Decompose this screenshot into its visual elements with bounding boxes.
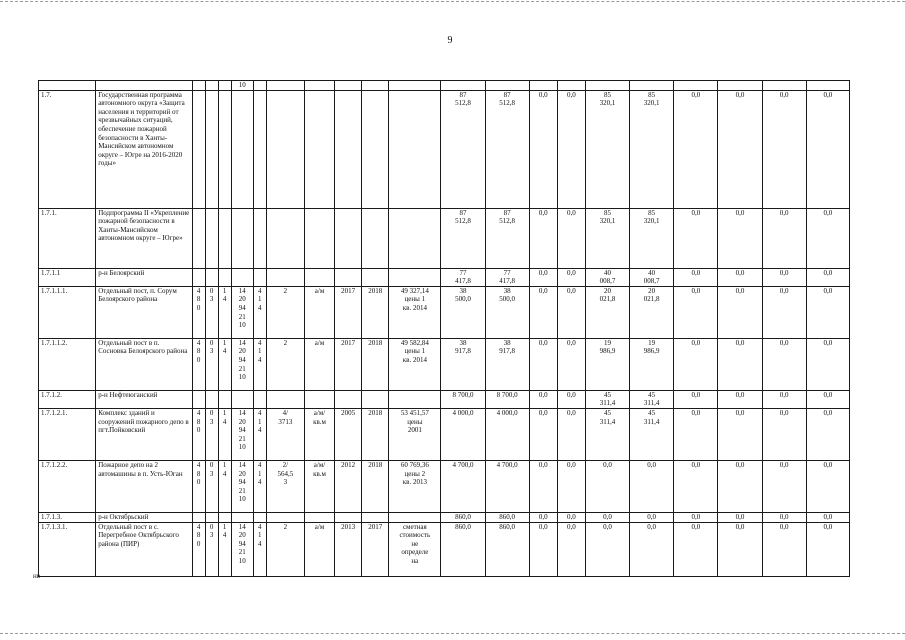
estimated-cost-cell: 49 582,84 цены 1 кв. 2014 xyxy=(389,338,441,390)
code-cell-3: 1 4 xyxy=(218,408,231,460)
capacity-cell: 2 xyxy=(266,286,304,338)
value-cell-3: 0,0 xyxy=(529,286,557,338)
value-cell-10: 0,0 xyxy=(806,460,849,512)
value-cell-7: 0,0 xyxy=(674,90,718,208)
value-cell-2: 860,0 xyxy=(485,522,529,576)
code-cell-2: 0 3 xyxy=(205,286,218,338)
value-cell-7: 0,0 xyxy=(674,208,718,268)
value-cell-5: 40 008,7 xyxy=(585,268,629,286)
capacity-cell: 2 xyxy=(266,338,304,390)
value-cell-9: 0,0 xyxy=(762,90,806,208)
value-cell-1: 860,0 xyxy=(441,522,485,576)
value-cell-7: 0,0 xyxy=(674,338,718,390)
code-cell-5 xyxy=(253,90,266,208)
value-cell-1: 4 700,0 xyxy=(441,460,485,512)
table-row xyxy=(39,460,850,512)
code-cell-2: 0 3 xyxy=(205,460,218,512)
start-year-cell: 2017 xyxy=(335,286,362,338)
estimated-cost-cell xyxy=(389,208,441,268)
estimated-cost-cell xyxy=(389,90,441,208)
value-cell-2: 4 000,0 xyxy=(485,408,529,460)
value-cell-5: 20 021,8 xyxy=(585,286,629,338)
code-cell-3: 1 4 xyxy=(218,286,231,338)
row-number: 1.7.1.1.2. xyxy=(39,338,96,390)
value-cell-1: 8 700,0 xyxy=(441,390,485,408)
start-year-cell xyxy=(335,512,362,522)
table-row xyxy=(39,90,850,208)
scan-bottom-edge xyxy=(0,633,905,634)
value-cell-4: 0,0 xyxy=(557,408,585,460)
row-number: 1.7.1. xyxy=(39,208,96,268)
value-cell-5: 0,0 xyxy=(585,512,629,522)
value-cell-3: 0,0 xyxy=(529,408,557,460)
value-cell-1: 87 512,8 xyxy=(441,208,485,268)
end-year-cell: 2018 xyxy=(362,338,389,390)
object-name: Подпрограмма II «Укрепление пожарной безопасности в Ханты-Мансийском автономном округе – Югре» xyxy=(96,208,192,268)
value-cell-6: 45 311,4 xyxy=(630,390,674,408)
value-cell-4: 0,0 xyxy=(557,512,585,522)
value-cell-4: 0,0 xyxy=(557,90,585,208)
table-row xyxy=(39,208,850,268)
code-cell-1: 4 8 0 xyxy=(192,522,205,576)
value-cell-6: 0,0 xyxy=(630,512,674,522)
row-number: 1.7.1.2. xyxy=(39,390,96,408)
row-number: 1.7. xyxy=(39,90,96,208)
code-cell-1 xyxy=(192,268,205,286)
end-year-cell xyxy=(362,390,389,408)
code-cell-3 xyxy=(218,90,231,208)
capacity-cell xyxy=(266,90,304,208)
object-name: р-н Нефтеюганский xyxy=(96,390,192,408)
row-number: 1.7.1.2.2. xyxy=(39,460,96,512)
capacity-cell: 2/ 564,5 3 xyxy=(266,460,304,512)
value-cell-5: 45 311,4 xyxy=(585,390,629,408)
row-number: 1.7.1.3.1. xyxy=(39,522,96,576)
value-cell-3: 0,0 xyxy=(529,268,557,286)
estimated-cost-cell: 60 769,36 цены 2 кв. 2013 xyxy=(389,460,441,512)
code-cell-2 xyxy=(205,512,218,522)
code-cell-5 xyxy=(253,390,266,408)
value-cell-6: 19 986,9 xyxy=(630,338,674,390)
code-cell-1: 4 8 0 xyxy=(192,408,205,460)
value-cell-6: 45 311,4 xyxy=(630,408,674,460)
value-cell-6: 0,0 xyxy=(630,460,674,512)
value-cell-2: 4 700,0 xyxy=(485,460,529,512)
value-cell-1: 87 512,8 xyxy=(441,90,485,208)
value-cell-4: 0,0 xyxy=(557,286,585,338)
unit-cell: а/м/ кв.м xyxy=(304,460,334,512)
code-cell-4 xyxy=(231,208,253,268)
end-year-cell xyxy=(362,268,389,286)
value-cell-8: 0,0 xyxy=(718,268,762,286)
capacity-cell: 4/ 3713 xyxy=(266,408,304,460)
value-cell-10: 0,0 xyxy=(806,512,849,522)
code-cell-4: 14 20 94 21 10 xyxy=(231,522,253,576)
code-cell-3 xyxy=(218,208,231,268)
table-row xyxy=(39,512,850,522)
value-cell-9: 0,0 xyxy=(762,208,806,268)
code-cell-4: 14 20 94 21 10 xyxy=(231,286,253,338)
end-year-cell xyxy=(362,512,389,522)
value-cell-4: 0,0 xyxy=(557,390,585,408)
footer-mark: нв xyxy=(33,572,41,580)
table-row xyxy=(39,338,850,390)
code-cell-1 xyxy=(192,208,205,268)
value-cell-8: 0,0 xyxy=(718,286,762,338)
value-cell-10: 0,0 xyxy=(806,390,849,408)
value-cell-2: 8 700,0 xyxy=(485,390,529,408)
value-cell-6: 40 008,7 xyxy=(630,268,674,286)
value-cell-10: 0,0 xyxy=(806,208,849,268)
end-year-cell xyxy=(362,208,389,268)
code-cell-5 xyxy=(253,512,266,522)
value-cell-3: 0,0 xyxy=(529,90,557,208)
value-cell-9: 0,0 xyxy=(762,408,806,460)
unit-cell xyxy=(304,268,334,286)
code-cell-2 xyxy=(205,208,218,268)
value-cell-1: 38 917,8 xyxy=(441,338,485,390)
value-cell-10: 0,0 xyxy=(806,268,849,286)
value-cell-8: 0,0 xyxy=(718,408,762,460)
code-cell-1 xyxy=(192,512,205,522)
value-cell-5: 45 311,4 xyxy=(585,408,629,460)
value-cell-7: 0,0 xyxy=(674,460,718,512)
code-cell-5 xyxy=(253,208,266,268)
value-cell-7: 0,0 xyxy=(674,390,718,408)
header-strip-row xyxy=(39,81,850,91)
value-cell-7: 0,0 xyxy=(674,268,718,286)
unit-cell xyxy=(304,512,334,522)
code-cell-2: 0 3 xyxy=(205,522,218,576)
start-year-cell: 2013 xyxy=(335,522,362,576)
unit-cell xyxy=(304,90,334,208)
value-cell-10: 0,0 xyxy=(806,338,849,390)
value-cell-8: 0,0 xyxy=(718,522,762,576)
value-cell-1: 77 417,8 xyxy=(441,268,485,286)
end-year-cell xyxy=(362,90,389,208)
code-cell-3: 1 4 xyxy=(218,338,231,390)
value-cell-6: 85 320,1 xyxy=(630,90,674,208)
code-cell-1 xyxy=(192,390,205,408)
end-year-cell: 2018 xyxy=(362,408,389,460)
code-cell-4 xyxy=(231,268,253,286)
object-name: Государственная программа автономного округа «Защита населения и территорий от чрезвычайных ситуаций, обеспечение пожарной безопасности в Ханты-Мансийском автономном округе – Югре на 2016-2020 годы» xyxy=(96,90,192,208)
code-cell-1: 4 8 0 xyxy=(192,286,205,338)
value-cell-8: 0,0 xyxy=(718,338,762,390)
value-cell-1: 38 500,0 xyxy=(441,286,485,338)
value-cell-3: 0,0 xyxy=(529,390,557,408)
end-year-cell: 2018 xyxy=(362,286,389,338)
unit-cell: а/м xyxy=(304,522,334,576)
value-cell-5: 85 320,1 xyxy=(585,90,629,208)
estimated-cost-cell: сметная стоимость не определе на xyxy=(389,522,441,576)
code-cell-4: 14 20 94 21 10 xyxy=(231,460,253,512)
value-cell-4: 0,0 xyxy=(557,522,585,576)
value-cell-4: 0,0 xyxy=(557,338,585,390)
value-cell-4: 0,0 xyxy=(557,268,585,286)
row-number: 1.7.1.1.1. xyxy=(39,286,96,338)
value-cell-3: 0,0 xyxy=(529,512,557,522)
unit-cell: а/м xyxy=(304,286,334,338)
code-cell-5: 4 1 4 xyxy=(253,338,266,390)
object-name: р-н Октябрьский xyxy=(96,512,192,522)
code-cell-3 xyxy=(218,512,231,522)
value-cell-9: 0,0 xyxy=(762,390,806,408)
code-cell-5: 4 1 4 xyxy=(253,286,266,338)
value-cell-1: 4 000,0 xyxy=(441,408,485,460)
object-name: Отдельный пост, п. Сорум Белоярского района xyxy=(96,286,192,338)
row-number: 1.7.1.3. xyxy=(39,512,96,522)
code-cell-2 xyxy=(205,390,218,408)
code-cell-4: 14 20 94 21 10 xyxy=(231,338,253,390)
object-name: Пожарное депо на 2 автомашины в п. Усть-Юган xyxy=(96,460,192,512)
value-cell-5: 0,0 xyxy=(585,460,629,512)
capacity-cell xyxy=(266,208,304,268)
value-cell-8: 0,0 xyxy=(718,460,762,512)
estimated-cost-cell: 49 327,14 цены 1 кв. 2014 xyxy=(389,286,441,338)
code-cell-5: 4 1 4 xyxy=(253,408,266,460)
value-cell-6: 85 320,1 xyxy=(630,208,674,268)
value-cell-9: 0,0 xyxy=(762,512,806,522)
unit-cell xyxy=(304,208,334,268)
code-cell-5 xyxy=(253,268,266,286)
code-cell-3 xyxy=(218,268,231,286)
unit-cell: а/м xyxy=(304,338,334,390)
unit-cell xyxy=(304,390,334,408)
end-year-cell: 2018 xyxy=(362,460,389,512)
value-cell-5: 0,0 xyxy=(585,522,629,576)
table-row xyxy=(39,286,850,338)
code-cell-1: 4 8 0 xyxy=(192,460,205,512)
value-cell-3: 0,0 xyxy=(529,522,557,576)
code-cell-5: 4 1 4 xyxy=(253,460,266,512)
code-cell-2 xyxy=(205,268,218,286)
value-cell-3: 0,0 xyxy=(529,208,557,268)
value-cell-4: 0,0 xyxy=(557,460,585,512)
table-row xyxy=(39,408,850,460)
value-cell-7: 0,0 xyxy=(674,522,718,576)
start-year-cell xyxy=(335,390,362,408)
capacity-cell xyxy=(266,268,304,286)
value-cell-3: 0,0 xyxy=(529,338,557,390)
value-cell-9: 0,0 xyxy=(762,522,806,576)
value-cell-3: 0,0 xyxy=(529,460,557,512)
code-cell-4: 14 20 94 21 10 xyxy=(231,408,253,460)
header-strip-cell: 10 xyxy=(231,81,253,91)
object-name: р-н Белоярский xyxy=(96,268,192,286)
code-cell-3: 1 4 xyxy=(218,522,231,576)
code-cell-2: 0 3 xyxy=(205,408,218,460)
value-cell-9: 0,0 xyxy=(762,338,806,390)
value-cell-2: 77 417,8 xyxy=(485,268,529,286)
code-cell-4 xyxy=(231,512,253,522)
code-cell-1: 4 8 0 xyxy=(192,338,205,390)
code-cell-3: 1 4 xyxy=(218,460,231,512)
capacity-cell xyxy=(266,512,304,522)
table-row xyxy=(39,390,850,408)
start-year-cell xyxy=(335,268,362,286)
value-cell-6: 20 021,8 xyxy=(630,286,674,338)
code-cell-2: 0 3 xyxy=(205,338,218,390)
value-cell-6: 0,0 xyxy=(630,522,674,576)
value-cell-8: 0,0 xyxy=(718,208,762,268)
estimated-cost-cell xyxy=(389,512,441,522)
code-cell-3 xyxy=(218,390,231,408)
value-cell-4: 0,0 xyxy=(557,208,585,268)
value-cell-9: 0,0 xyxy=(762,268,806,286)
table-row xyxy=(39,268,850,286)
row-number: 1.7.1.1 xyxy=(39,268,96,286)
value-cell-2: 38 500,0 xyxy=(485,286,529,338)
start-year-cell xyxy=(335,90,362,208)
row-number: 1.7.1.2.1. xyxy=(39,408,96,460)
estimated-cost-cell xyxy=(389,268,441,286)
start-year-cell: 2017 xyxy=(335,338,362,390)
value-cell-7: 0,0 xyxy=(674,408,718,460)
code-cell-4 xyxy=(231,390,253,408)
estimated-cost-cell xyxy=(389,390,441,408)
table-row xyxy=(39,522,850,576)
value-cell-5: 85 320,1 xyxy=(585,208,629,268)
code-cell-5: 4 1 4 xyxy=(253,522,266,576)
start-year-cell: 2005 xyxy=(335,408,362,460)
value-cell-9: 0,0 xyxy=(762,286,806,338)
unit-cell: а/м/ кв.м xyxy=(304,408,334,460)
value-cell-5: 19 986,9 xyxy=(585,338,629,390)
value-cell-7: 0,0 xyxy=(674,512,718,522)
value-cell-10: 0,0 xyxy=(806,286,849,338)
value-cell-8: 0,0 xyxy=(718,90,762,208)
value-cell-2: 87 512,8 xyxy=(485,90,529,208)
investment-table xyxy=(38,80,850,577)
object-name: Комплекс зданий и сооружений пожарного депо в пгт.Пойковский xyxy=(96,408,192,460)
value-cell-9: 0,0 xyxy=(762,460,806,512)
object-name: Отдельный пост в с. Перегребное Октябрьского района (ПИР) xyxy=(96,522,192,576)
capacity-cell xyxy=(266,390,304,408)
object-name: Отдельный пост в п. Сосновка Белоярского района xyxy=(96,338,192,390)
value-cell-2: 38 917,8 xyxy=(485,338,529,390)
value-cell-1: 860,0 xyxy=(441,512,485,522)
start-year-cell: 2012 xyxy=(335,460,362,512)
value-cell-7: 0,0 xyxy=(674,286,718,338)
value-cell-8: 0,0 xyxy=(718,512,762,522)
value-cell-8: 0,0 xyxy=(718,390,762,408)
value-cell-10: 0,0 xyxy=(806,408,849,460)
start-year-cell xyxy=(335,208,362,268)
code-cell-4 xyxy=(231,90,253,208)
capacity-cell: 2 xyxy=(266,522,304,576)
value-cell-2: 860,0 xyxy=(485,512,529,522)
value-cell-10: 0,0 xyxy=(806,90,849,208)
code-cell-2 xyxy=(205,90,218,208)
estimated-cost-cell: 53 451,57 цены 2001 xyxy=(389,408,441,460)
value-cell-10: 0,0 xyxy=(806,522,849,576)
page-number: 9 xyxy=(447,35,453,46)
code-cell-1 xyxy=(192,90,205,208)
end-year-cell: 2017 xyxy=(362,522,389,576)
value-cell-2: 87 512,8 xyxy=(485,208,529,268)
scan-top-edge xyxy=(0,1,905,2)
